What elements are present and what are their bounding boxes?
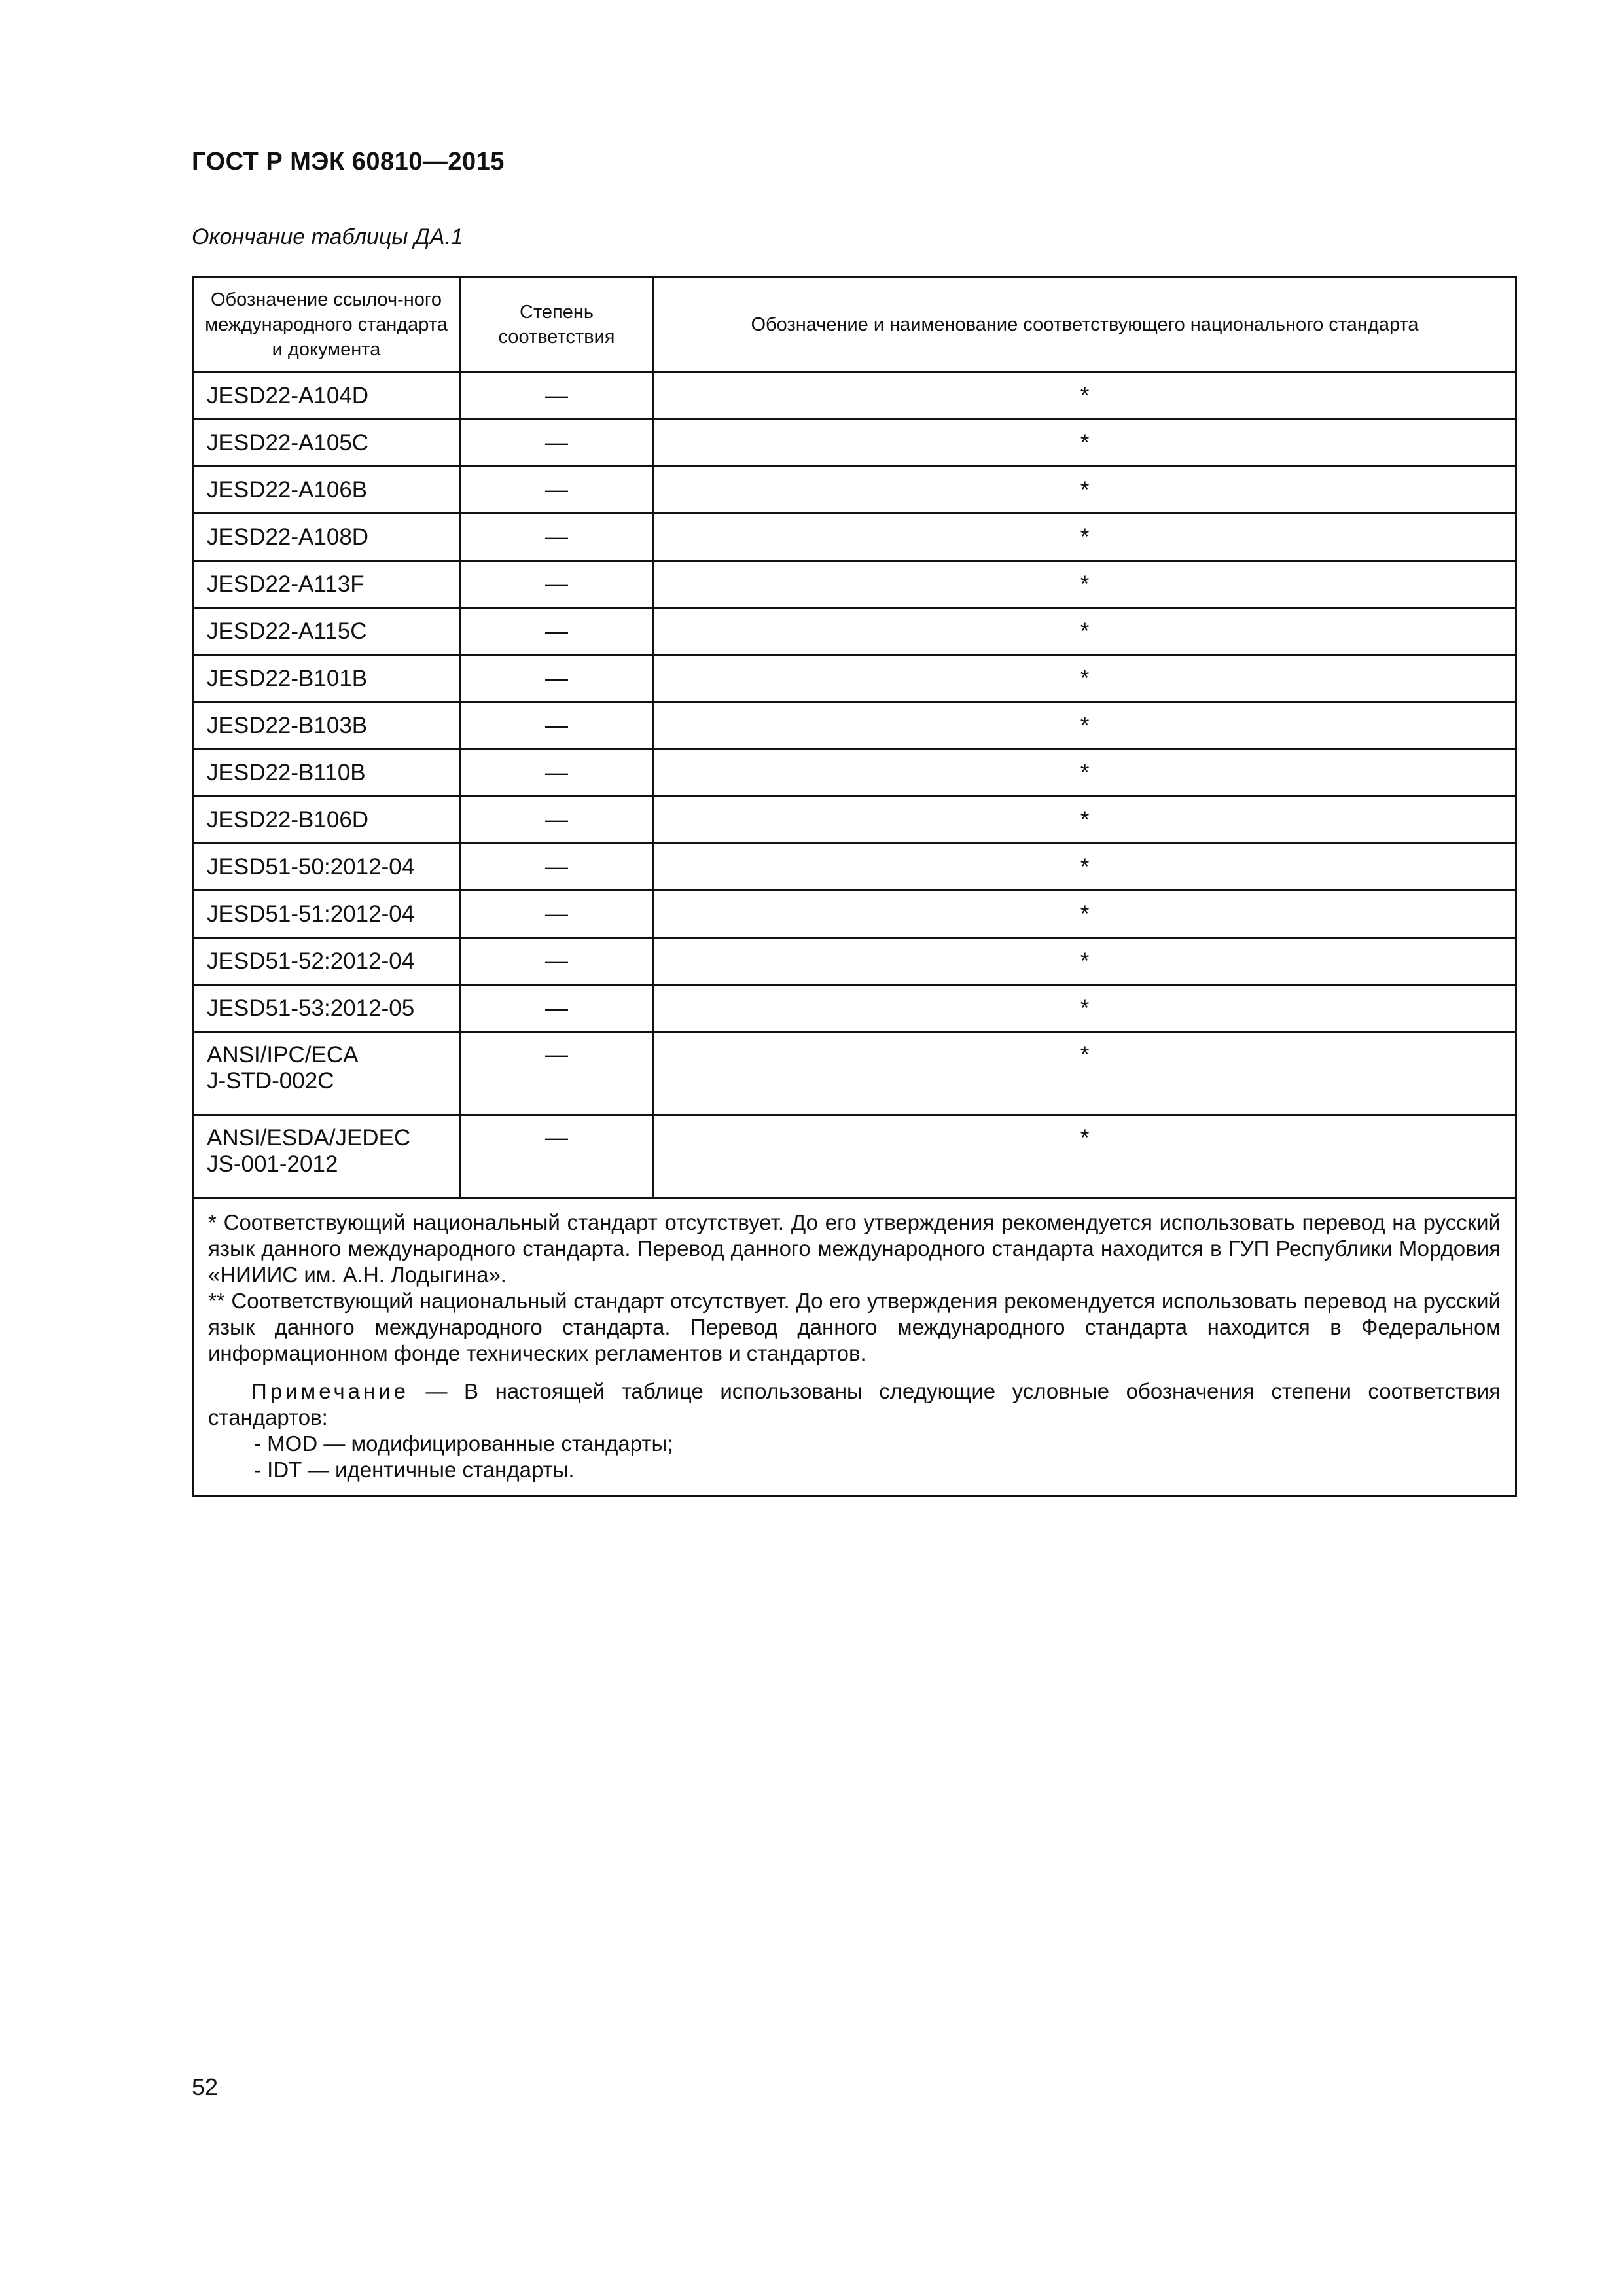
national-standard-cell: * — [654, 608, 1516, 655]
degree-cell: — — [460, 608, 654, 655]
degree-cell: — — [460, 844, 654, 891]
degree-cell: — — [460, 467, 654, 514]
header-national-standard: Обозначение и наименование соответствующего национального стандарта — [654, 278, 1516, 372]
national-standard-cell: * — [654, 420, 1516, 467]
table-row — [193, 891, 1516, 938]
degree-cell: — — [460, 749, 654, 797]
national-standard-cell: * — [654, 749, 1516, 797]
footnote-double-asterisk: ** Соответствующий национальный стандарт отсутствует. До его утверждения рекомендуется использовать перевод на русский язык данного международного стандарта. Перевод данного международного стандарта находится в Федеральном информационном фонде технических регламентов и стандартов. — [208, 1289, 1501, 1365]
standard-cell: JESD51-51:2012-04 — [193, 891, 460, 938]
national-standard-cell: * — [654, 514, 1516, 561]
standard-line: JS-001-2012 — [207, 1151, 338, 1177]
degree-cell: — — [460, 1115, 654, 1198]
national-standard-cell: * — [654, 1115, 1516, 1198]
table-row — [193, 702, 1516, 749]
standard-cell: JESD22-B101B — [193, 655, 460, 702]
note-label: Примечание — [251, 1379, 410, 1403]
footnotes-cell — [193, 1198, 1516, 1496]
degree-cell: — — [460, 561, 654, 608]
degree-cell: — — [460, 1032, 654, 1115]
standard-cell — [193, 1032, 460, 1115]
national-standard-cell: * — [654, 938, 1516, 985]
table-row — [193, 608, 1516, 655]
degree-cell: — — [460, 985, 654, 1032]
standard-cell: JESD22-B110B — [193, 749, 460, 797]
note-text: — В настоящей таблице использованы следующие условные обозначения степени соответствия стандартов: — [208, 1379, 1501, 1429]
table-row — [193, 514, 1516, 561]
national-standard-cell: * — [654, 655, 1516, 702]
standard-cell: JESD22-A105C — [193, 420, 460, 467]
header-degree-of-conformity: Степень соответствия — [460, 278, 654, 372]
document-title: ГОСТ Р МЭК 60810—2015 — [192, 148, 505, 175]
table-row — [193, 655, 1516, 702]
table-row — [193, 938, 1516, 985]
standard-cell: JESD51-50:2012-04 — [193, 844, 460, 891]
table-row — [193, 844, 1516, 891]
standard-cell: JESD22-A104D — [193, 372, 460, 420]
degree-cell: — — [460, 797, 654, 844]
table-row — [193, 1115, 1516, 1198]
standard-cell: JESD51-53:2012-05 — [193, 985, 460, 1032]
degree-cell: — — [460, 420, 654, 467]
page-number: 52 — [192, 2073, 219, 2100]
note-list-item: - MOD — модифицированные стандарты; — [254, 1431, 673, 1456]
national-standard-cell: * — [654, 702, 1516, 749]
standard-line: ANSI/ESDA/JEDEC — [207, 1125, 411, 1151]
national-standard-cell: * — [654, 561, 1516, 608]
national-standard-cell: * — [654, 844, 1516, 891]
standard-cell: JESD22-A108D — [193, 514, 460, 561]
table-row — [193, 749, 1516, 797]
table-header-row — [193, 278, 1516, 372]
table-note — [208, 1378, 1501, 1431]
standard-cell: JESD22-A115C — [193, 608, 460, 655]
table-row — [193, 797, 1516, 844]
degree-cell: — — [460, 372, 654, 420]
national-standard-cell: * — [654, 797, 1516, 844]
standard-cell: JESD22-B103B — [193, 702, 460, 749]
standard-cell: JESD51-52:2012-04 — [193, 938, 460, 985]
table-row — [193, 420, 1516, 467]
table-row — [193, 1032, 1516, 1115]
standard-line: J-STD-002C — [207, 1068, 334, 1094]
header-reference-standard: Обозначение ссылоч-ного международного стандарта и документа — [193, 278, 460, 372]
table-caption: Окончание таблицы ДА.1 — [192, 224, 463, 249]
table-row — [193, 467, 1516, 514]
table-row — [193, 561, 1516, 608]
table-row — [193, 372, 1516, 420]
footnote-single-asterisk: * Соответствующий национальный стандарт отсутствует. До его утверждения рекомендуется использовать перевод на русский язык данного международного стандарта. Перевод данного международного стандарта находится в ГУП Республики Мордовия «НИИИС им. А.Н. Лодыгина». — [208, 1210, 1501, 1287]
national-standard-cell: * — [654, 985, 1516, 1032]
footnotes-row — [193, 1198, 1516, 1496]
table-row — [193, 985, 1516, 1032]
degree-cell: — — [460, 938, 654, 985]
standard-cell — [193, 1115, 460, 1198]
standard-line: ANSI/IPC/ECA — [207, 1042, 359, 1067]
standards-table — [192, 276, 1517, 1497]
note-list-item: - IDT — идентичные стандарты. — [254, 1458, 575, 1482]
standard-cell: JESD22-A106B — [193, 467, 460, 514]
degree-cell: — — [460, 514, 654, 561]
standard-cell: JESD22-A113F — [193, 561, 460, 608]
national-standard-cell: * — [654, 372, 1516, 420]
degree-cell: — — [460, 655, 654, 702]
national-standard-cell: * — [654, 467, 1516, 514]
national-standard-cell: * — [654, 1032, 1516, 1115]
degree-cell: — — [460, 702, 654, 749]
degree-cell: — — [460, 891, 654, 938]
standard-cell: JESD22-B106D — [193, 797, 460, 844]
national-standard-cell: * — [654, 891, 1516, 938]
